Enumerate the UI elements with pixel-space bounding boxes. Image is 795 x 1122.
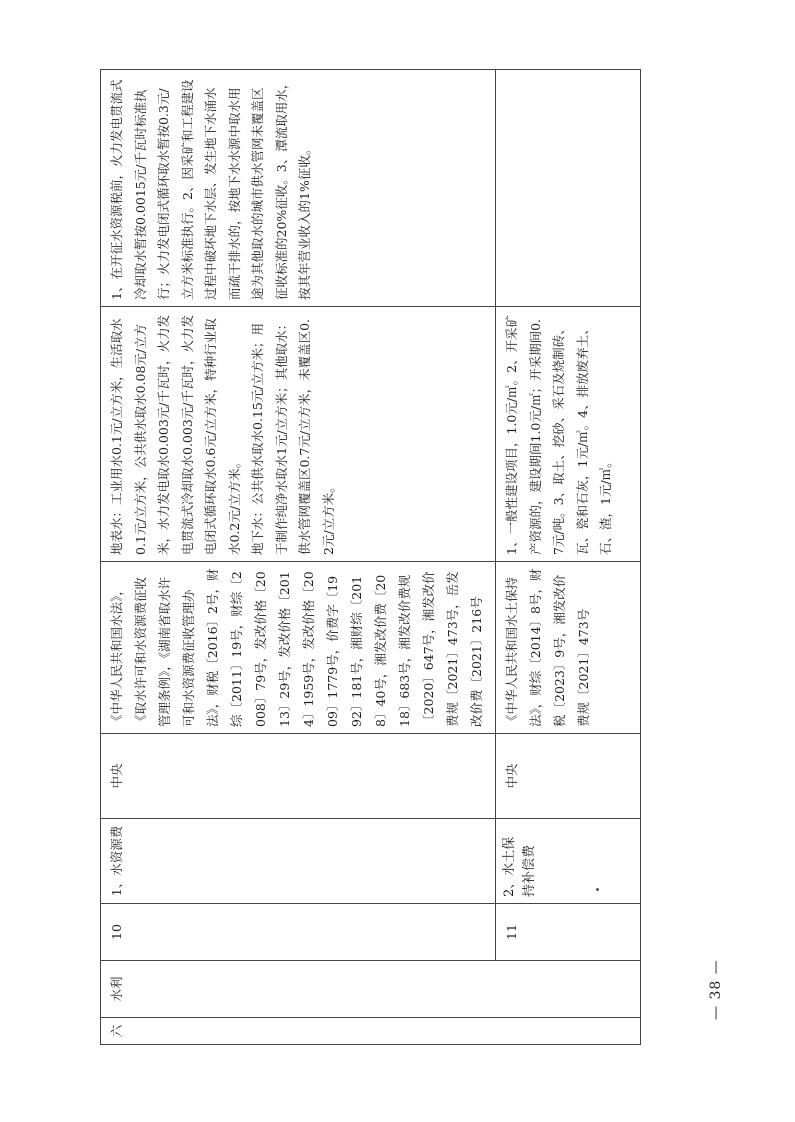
rotated-table-wrapper: [100, 70, 640, 1045]
note-cell: 1、在开征水资源税前，火力发电贯流式冷却取水暂按0.0015元/千瓦时标准执行；火力发电闭式循环取水暂按0.3元/立方米标准执行。2、因采矿和工程建设过程中破坏地下水层、发生地下水涌水而疏干排水的，按地下水水源中取水用途为其他取水的城市供水管网未覆盖区征收标准的20%征收。3、潭流取用水，按其年营业收入的1%征收。: [101, 70, 496, 307]
seq-cell: 六: [101, 1018, 641, 1045]
item-cell: 2、水土保持补偿费: [496, 819, 641, 904]
basis-cell: 《中华人民共和国水法》，《取水许可和水资源费征收管理条例》，《湖南省取水许可和水资源费征收管理办法》，财税〔2016〕2号，财综〔2011〕19号，财综〔2008〕79号，发改价格〔2013〕29号，发改价格〔2014〕1959号，发改价格〔2009〕1779号，价费字〔1992〕181号，湘财综〔2018〕40号，湘发改价费〔2018〕683号，湘发改价费规〔2020〕647号，湘发改价费规〔2021〕473号，岳发改价费〔2021〕216号: [101, 562, 496, 734]
item-cell: 1、水资源费: [101, 819, 496, 904]
standard-cell: [101, 307, 496, 562]
table-row: [496, 70, 641, 1045]
note-cell: [496, 70, 641, 307]
level-cell: 中央: [496, 734, 641, 819]
page-number: — 38 —: [708, 959, 724, 1020]
standard-cell: 1、一般性建设项目，1.0元/㎡。2、开采矿产资源的，建设期间1.0元/㎡；开采期间0.7元/吨。3、取土、挖砂、采石及烧制砖、瓦、瓷和石灰，1元/㎡。4、排放废弃土、石、渣，1元/㎡。: [496, 307, 641, 562]
level-cell: 中央: [101, 734, 496, 819]
standard-surface-water: 地表水：工业用水0.1元/立方米，生活取水0.1元/立方米，公共供水取水0.08元/立方米，水力发电取水0.003元/千瓦时，火力发电贯流式冷却取水0.003元/千瓦时，火力发电闭式循环取水0.6元/立方米，特种行业取水0.2元/立方米。: [109, 315, 242, 555]
table-row: [101, 70, 496, 1045]
number-cell: 11: [496, 904, 641, 961]
scan-speck: [596, 888, 599, 891]
fee-table: [100, 69, 641, 1045]
category-cell: 水利: [101, 961, 641, 1018]
basis-cell: 《中华人民共和国水土保持法》，财综〔2014〕8号，财税〔2023〕9号，湘发改价费规〔2021〕473号: [496, 562, 641, 734]
standard-ground-water: 地下水：公共供水取水0.15元/立方米；用于制作纯净水取水1元/立方米；其他取水：供水管网覆盖区0.7元/立方米，未覆盖区0.2元/立方米。: [250, 317, 336, 555]
number-cell: 10: [101, 904, 496, 961]
